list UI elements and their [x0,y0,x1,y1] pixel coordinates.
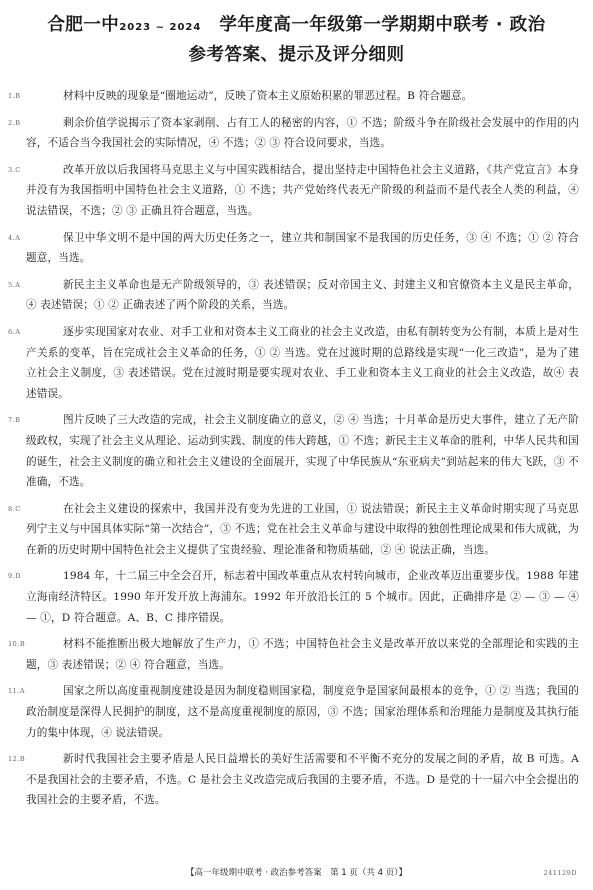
answer-list [8,86,579,817]
answer-explanation: 材料不能推断出极大地解放了生产力，① 不选；中国特色社会主义是改革开放以来党的全部理论和实践的主题，③ 表述错误；② ④ 符合题意，当选。 [26,638,579,671]
answer-number: 3.C [8,165,21,174]
answer-number: 2.B [8,118,21,127]
answer-item [8,566,579,628]
answer-explanation: 剩余价值学说揭示了资本家剥削、占有工人的秘密的内容，① 不选；阶级斗争在阶级社会发展中的作用的内容，不适合当今我国社会的实际情况，④ 不选；② ③ 符合设问要求，当选。 [26,116,579,150]
document-title [0,11,593,36]
answer-item [8,634,579,675]
answer-number: 8.C [8,504,21,513]
answer-item [8,410,579,492]
answer-item [8,275,579,316]
answer-explanation: 图片反映了三大改造的完成，社会主义制度确立的意义，② ④ 当选；十月革命是历史大事件，建立了无产阶级政权，实现了社会主义从理论、运动到实践、制度的伟大跨越，① 不选；新民主主义革命的胜利，中华人民共和国的诞生，社会主义制度的确立和社会主义建设的全面展开，实现了中华民族从“东亚病夫”到站起来的伟大飞跃，③ 不准确，不选。 [26,414,579,489]
answer-explanation: 材料中反映的现象是“圈地运动”，反映了资本主义原始积累的罪恶过程。B 符合题意。 [63,90,473,102]
answer-number: 5.A [8,280,21,289]
document-code: 241129D [543,869,577,877]
document-subtitle: 参考答案、提示及评分细则 [188,45,405,65]
answer-number: 1.B [8,92,21,100]
answer-number: 9.D [8,572,21,581]
answer-item [8,499,579,561]
answer-item [8,681,579,743]
exam-name: 学年度高一年级第一学期期中联考 · 政治 [219,15,546,35]
page-footer: 【高一年级期中联考 · 政治参考答案 第 1 页（共 4 页）】 [186,868,407,878]
answer-explanation: 1984 年，十二届三中全会召开，标志着中国改革重点从农村转向城市，企业改革迈出重要步伐。1988 年建立海南经济特区。1990 年开发开放上海浦东。1992 年开放沿长江的 5 个城市。因此，正确排序是 ② — ③ — ④ — ①，D 符合题意。A、B、C 排序错误。 [26,570,579,624]
answer-explanation: 在社会主义建设的探索中，我国并没有变为先进的工业国，① 说法错误；新民主主义革命时期实现了马克思列宁主义与中国具体实际“第一次结合”，③ 不选；党在社会主义革命与建设中取得的独创性理论成果和伟大成就，为在新的历史时期中国特色社会主义提供了宝贵经验、理论准备和物质基础，② ④ 说法正确，当选。 [26,502,579,556]
school-name: 合肥一中 [47,15,120,35]
school-years: 2023 ~ 2024 [119,22,202,33]
answer-number: 6.A [8,327,21,336]
answer-explanation: 国家之所以高度重视制度建设是因为制度稳则国家稳，制度竞争是国家间最根本的竞争，① ② 当选；我国的政治制度是深得人民拥护的制度，这不是高度重视制度的原因，③ 不选；国家治理体系和治理能力是制度及其执行能力的集中体现，④ 说法错误。 [26,685,579,739]
answer-explanation: 保卫中华文明不是中国的两大历史任务之一，建立共和制国家不是我国的历史任务，③ ④ 不选；① ② 符合题意，当选。 [26,231,579,265]
answer-item [8,749,579,811]
answer-number: 11.A [8,687,26,696]
answer-item [8,86,579,107]
answer-item [8,160,579,222]
answer-explanation: 新民主主义革命也是无产阶级领导的，③ 表述错误；反对帝国主义、封建主义和官僚资本主义是民主革命，④ 表述错误；① ② 正确表述了两个阶段的关系，当选。 [26,278,579,312]
answer-explanation: 新时代我国社会主要矛盾是人民日益增长的美好生活需要和不平衡不充分的发展之间的矛盾，故 B 可选。A 不是我国社会的主要矛盾，不选。C 是社会主义改造完成后我国的主要矛盾，不选。D 是党的十一届六中全会提出的我国社会的主要矛盾，不选。 [26,753,579,807]
answer-item [8,322,579,404]
answer-item [8,228,579,269]
answer-number: 12.B [8,755,26,764]
answer-number: 4.A [8,233,21,242]
answer-explanation: 改革开放以后我国将马克思主义与中国实践相结合，提出坚持走中国特色社会主义道路，《共产党宣言》本身并没有为我国指明中国特色社会主义道路，① 不选；共产党始终代表无产阶级的利益而不是代表全人类的利益，④ 说法错误，不选；② ③ 正确且符合题意，当选。 [26,163,579,217]
answer-number: 10.B [8,640,26,649]
answer-item [8,113,579,154]
answer-number: 7.B [8,416,21,425]
answer-explanation: 逐步实现国家对农业、对手工业和对资本主义工商业的社会主义改造，由私有制转变为公有制，本质上是对生产关系的变革，旨在完成社会主义革命的任务，① ② 当选。党在过渡时期的总路线是实现“一化三改造”，是为了建立社会主义制度，③ 表述错误。党在过渡时期是要实现对农业、手工业和资本主义工商业的社会主义改造，故④ 表述错误。 [26,325,579,400]
